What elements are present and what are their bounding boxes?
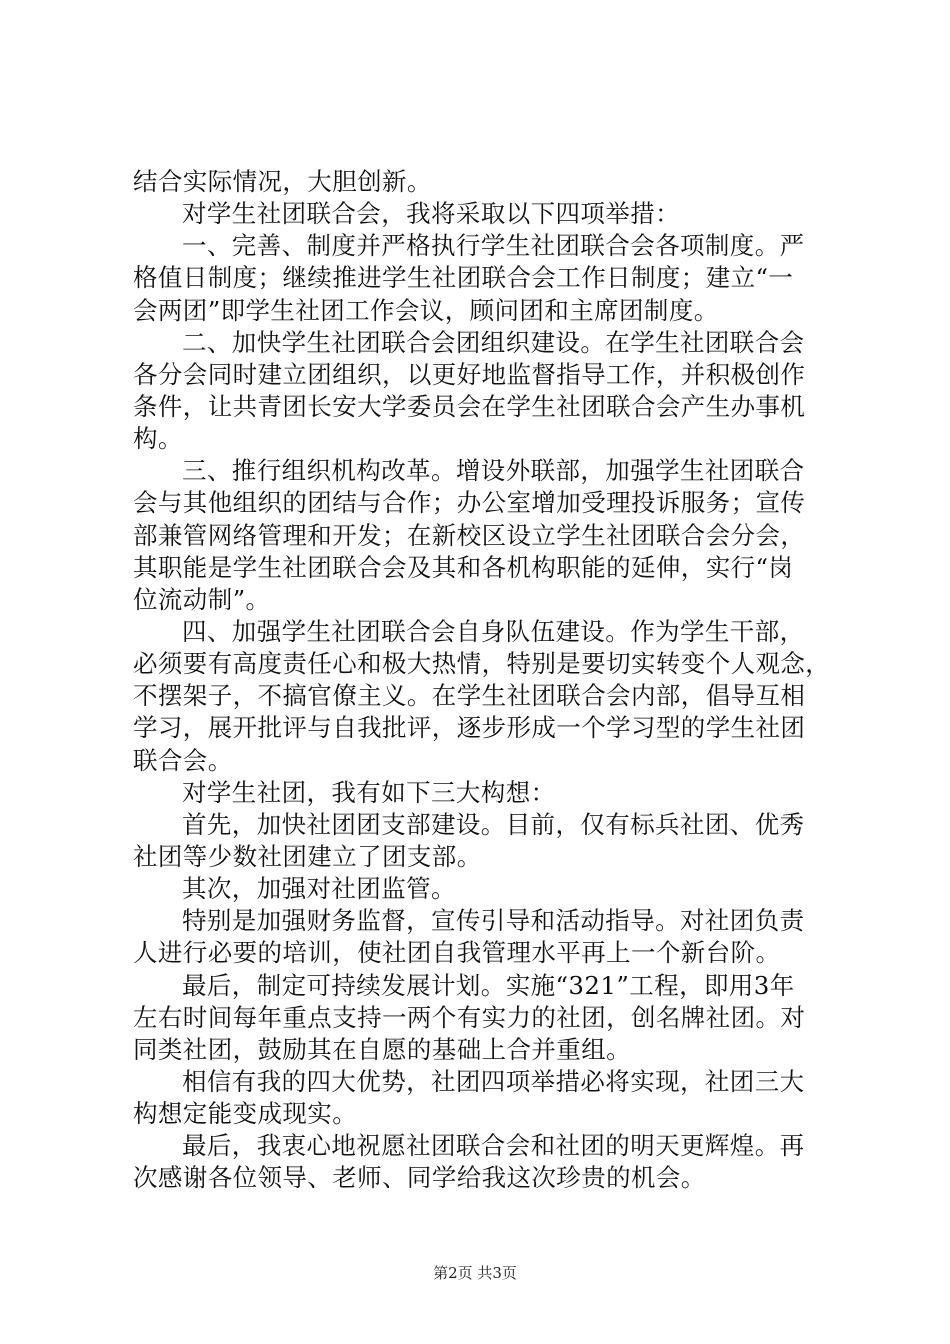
text-line: 构想定能变成现实。 (133, 1099, 358, 1129)
text-line: 最后，我衷心地祝愿社团联合会和社团的明天更辉煌。再 (182, 1131, 805, 1161)
text-line: 次感谢各位领导、老师、同学给我这次珍贵的机会。 (133, 1163, 706, 1193)
text-line: 同类社团，鼓励其在自愿的基础上合并重组。 (133, 1034, 631, 1064)
text-line: 构。 (133, 424, 183, 454)
text-line: 位流动制”。 (133, 584, 271, 614)
text-line: 人进行必要的培训，使社团自我管理水平再上一个新台阶。 (133, 938, 781, 968)
text-line: 二、加快学生社团联合会团组织建设。在学生社团联合会 (182, 327, 805, 357)
text-line: 会两团”即学生社团工作会议，顾问团和主席团制度。 (133, 295, 719, 325)
text-line: 会与其他组织的团结与合作；办公室增加受理投诉服务；宣传 (133, 488, 806, 518)
text-line: 格值日制度；继续推进学生社团联合会工作日制度；建立“一 (133, 263, 794, 293)
page-number-footer: 第2页 共3页 (433, 1264, 517, 1282)
text-line: 特别是加强财务监督，宣传引导和活动指导。对社团负责 (182, 906, 805, 936)
text-line: 三、推行组织机构改革。增设外联部，加强学生社团联合 (182, 456, 805, 486)
text-line: 最后，制定可持续发展计划。实施“321”工程，即用3年 (182, 970, 795, 1000)
text-line: 其次，加强对社团监管。 (182, 874, 456, 904)
text-line: 各分会同时建立团组织，以更好地监督指导工作，并积极创作 (133, 359, 806, 389)
document-body (133, 166, 833, 1195)
text-line: 四、加强学生社团联合会自身队伍建设。作为学生干部， (182, 616, 805, 646)
text-line: 联合会。 (133, 745, 233, 775)
text-line: 一、完善、制度并严格执行学生社团联合会各项制度。严 (182, 231, 805, 261)
text-line: 首先，加快社团团支部建设。目前，仅有标兵社团、优秀 (182, 809, 805, 839)
text-line: 对学生社团，我有如下三大构想： (182, 777, 556, 807)
text-line: 部兼管网络管理和开发；在新校区设立学生社团联合会分会， (133, 520, 806, 550)
text-line: 相信有我的四大优势，社团四项举措必将实现，社团三大 (182, 1066, 805, 1096)
text-line: 条件，让共青团长安大学委员会在学生社团联合会产生办事机 (133, 391, 806, 421)
text-line: 不摆架子，不搞官僚主义。在学生社团联合会内部，倡导互相 (133, 681, 806, 711)
text-line: 左右时间每年重点支持一两个有实力的社团，创名牌社团。对 (133, 1002, 806, 1032)
text-line: 对学生社团联合会，我将采取以下四项举措： (182, 199, 680, 229)
text-line: 学习，展开批评与自我批评，逐步形成一个学习型的学生社团 (133, 713, 806, 743)
text-line: 其职能是学生社团联合会及其和各机构职能的延伸，实行“岗 (133, 552, 794, 582)
text-line: 结合实际情况，大胆创新。 (133, 167, 432, 196)
text-line: 社团等少数社团建立了团支部。 (133, 841, 482, 871)
text-line: 必须要有高度责任心和极大热情，特别是要切实转变个人观念， (133, 649, 831, 679)
